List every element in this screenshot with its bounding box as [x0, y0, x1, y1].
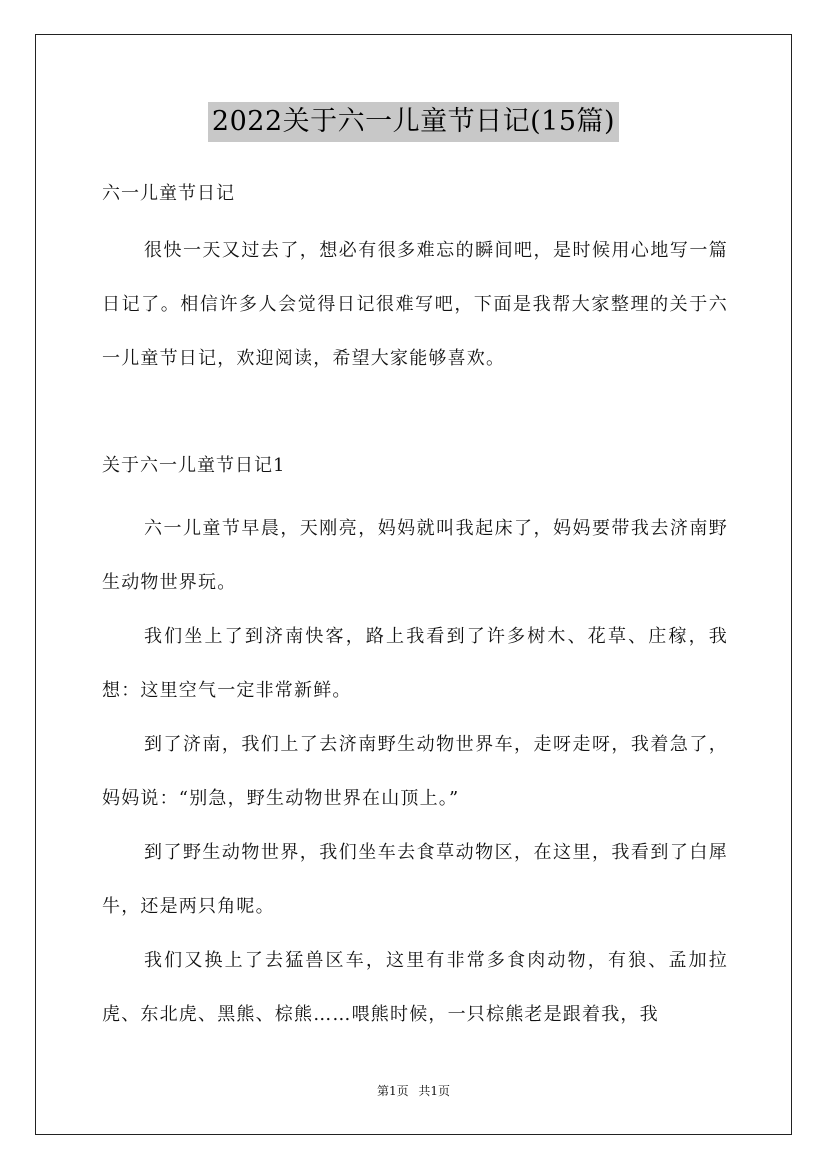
body-paragraph: 到了野生动物世界，我们坐车去食草动物区，在这里，我看到了白犀牛，还是两只角呢。 [102, 842, 728, 917]
page-number-total: 共1页 [418, 1084, 451, 1098]
body-paragraph: 六一儿童节早晨，天刚亮，妈妈就叫我起床了，妈妈要带我去济南野生动物世界玩。 [102, 518, 728, 593]
document-body [102, 172, 728, 1042]
section-heading: 关于六一儿童节日记1 [102, 455, 286, 476]
document-title: 2022关于六一儿童节日记(15篇) [208, 102, 619, 142]
page-number-current: 第1页 [376, 1084, 409, 1098]
body-paragraph: 我们又换上了去猛兽区车，这里有非常多食肉动物，有狼、孟加拉虎、东北虎、黑熊、棕熊……喂熊时候，一只棕熊老是跟着我，我 [102, 950, 728, 1025]
intro-heading: 六一儿童节日记 [102, 183, 235, 204]
page-footer [0, 1082, 827, 1099]
title-container [0, 102, 827, 142]
body-paragraph: 到了济南，我们上了去济南野生动物世界车，走呀走呀，我着急了，妈妈说：“别急，野生动物世界在山顶上。” [102, 734, 728, 809]
intro-paragraph: 很快一天又过去了，想必有很多难忘的瞬间吧，是时候用心地写一篇日记了。相信许多人会觉得日记很难写吧，下面是我帮大家整理的关于六一儿童节日记，欢迎阅读，希望大家能够喜欢。 [102, 240, 728, 369]
body-paragraph: 我们坐上了到济南快客，路上我看到了许多树木、花草、庄稼，我想：这里空气一定非常新鲜。 [102, 626, 728, 701]
